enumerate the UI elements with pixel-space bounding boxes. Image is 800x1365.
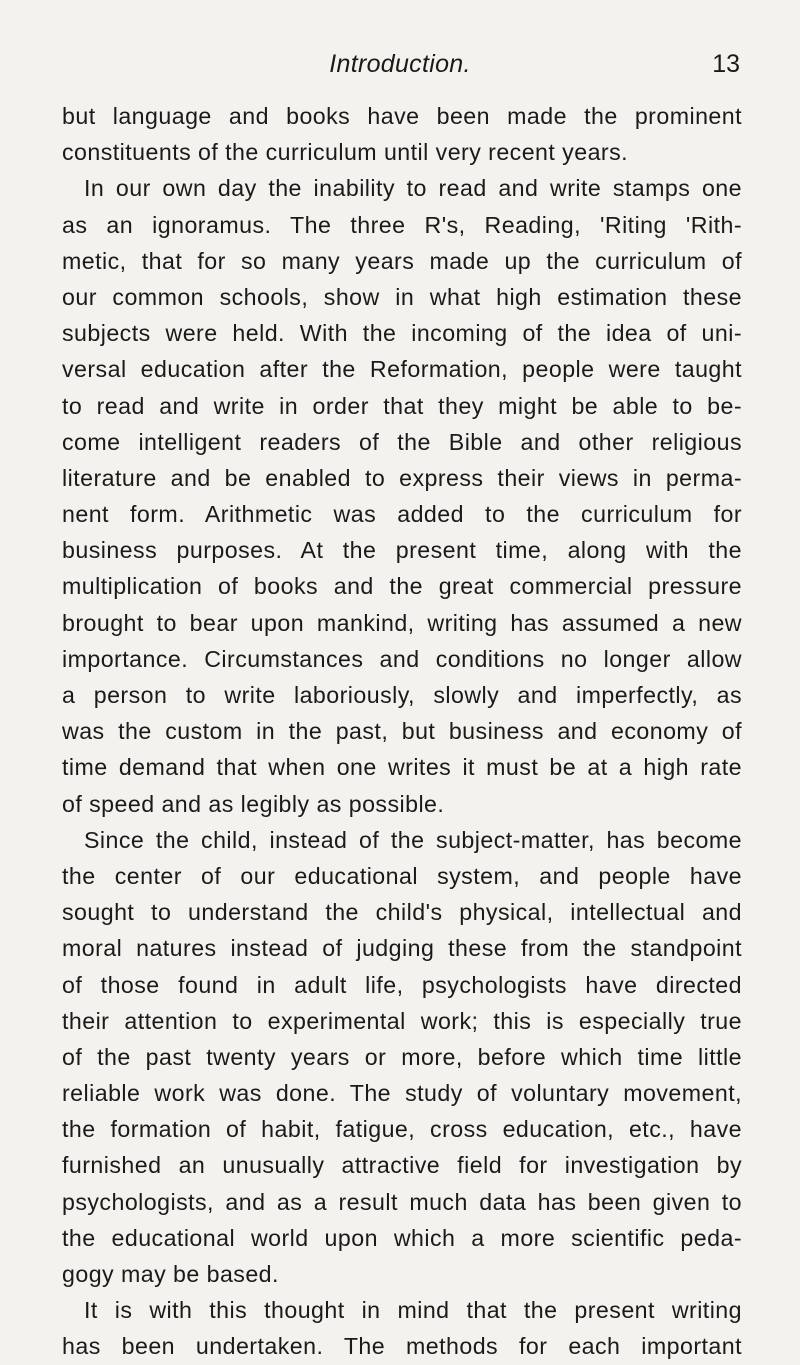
text-line: multiplication of books and the great commercial pressure: [62, 573, 742, 600]
text-line: of those found in adult life, psychologists have directed: [62, 971, 742, 998]
text-line: the formation of habit, fatigue, cross education, etc., have: [62, 1116, 742, 1143]
text-line: to read and write in order that they might be able to be-: [62, 392, 742, 419]
text-line: their attention to experimental work; this is especially true: [62, 1007, 742, 1034]
paragraph-start-line: It is with this thought in mind that the present writing: [84, 1297, 742, 1324]
text-line: brought to bear upon mankind, writing has assumed a new: [62, 609, 742, 636]
text-line: sought to understand the child's physical, intellectual and: [62, 899, 742, 926]
text-line: but language and books have been made the prominent: [62, 103, 742, 129]
text-line: nent form. Arithmetic was added to the curriculum for: [62, 501, 742, 528]
text-line: literature and be enabled to express their views in perma-: [62, 464, 742, 491]
text-line: metic, that for so many years made up the curriculum of: [62, 247, 742, 274]
paragraph-start-line: Since the child, instead of the subject-matter, has become: [84, 826, 742, 853]
running-title: Introduction.: [329, 50, 471, 78]
text-line: has been undertaken. The methods for each important: [62, 1333, 742, 1360]
text-line: versal education after the Reformation, people were taught: [62, 356, 742, 383]
text-line: psychologists, and as a result much data has been given to: [62, 1188, 742, 1215]
text-line: as an ignoramus. The three R's, Reading, 'Riting 'Rith-: [62, 211, 742, 238]
text-line: gogy may be based.: [62, 1261, 279, 1287]
text-line: come intelligent readers of the Bible and other religious: [62, 428, 742, 455]
running-head: [0, 50, 800, 84]
text-line: subjects were held. With the incoming of the idea of uni-: [62, 320, 742, 347]
paragraph-start-line: In our own day the inability to read and write stamps one: [84, 175, 742, 202]
text-line: our common schools, show in what high estimation these: [62, 283, 742, 310]
text-line: of the past twenty years or more, before which time little: [62, 1043, 742, 1070]
text-line: the center of our educational system, and people have: [62, 862, 742, 889]
text-line: the educational world upon which a more scientific peda-: [62, 1224, 742, 1251]
text-line: was the custom in the past, but business and economy of: [62, 718, 742, 745]
text-line: a person to write laboriously, slowly and imperfectly, as: [62, 682, 742, 708]
text-line: moral natures instead of judging these from the standpoint: [62, 935, 742, 962]
body-text: [62, 98, 742, 1365]
text-line: constituents of the curriculum until very recent years.: [62, 139, 629, 166]
page-number: 13: [712, 50, 740, 78]
text-line: of speed and as legibly as possible.: [62, 790, 445, 817]
text-line: time demand that when one writes it must be at a high rate: [62, 754, 742, 781]
text-line: reliable work was done. The study of voluntary movement,: [62, 1080, 742, 1107]
text-line: furnished an unusually attractive field for investigation by: [62, 1152, 742, 1179]
text-line: importance. Circumstances and conditions no longer allow: [62, 645, 742, 672]
text-line: business purposes. At the present time, along with the: [62, 537, 742, 564]
